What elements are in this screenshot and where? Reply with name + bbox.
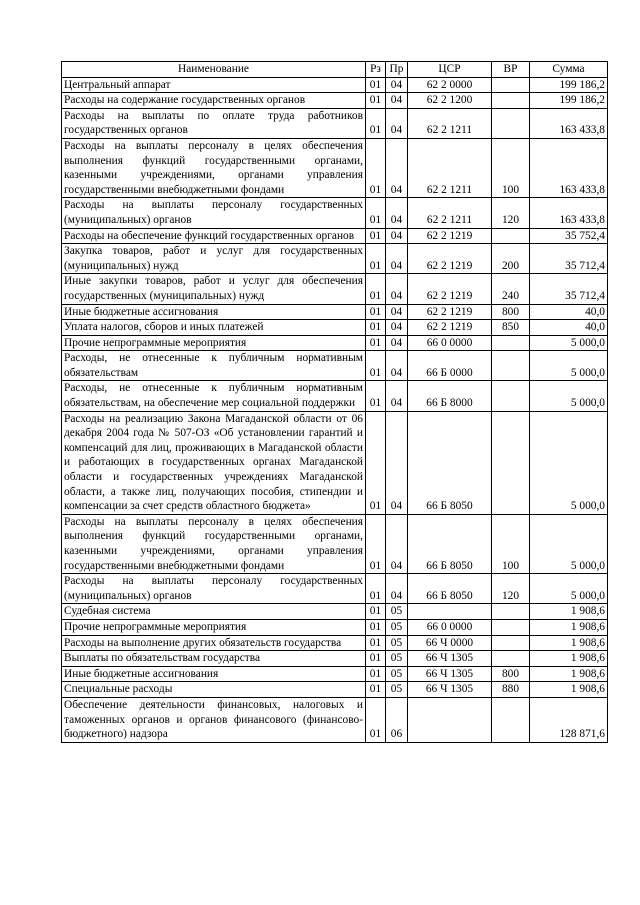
cell-rz: 01	[366, 138, 386, 197]
cell-rz: 01	[366, 77, 386, 93]
cell-sum: 35 712,4	[530, 274, 608, 304]
cell-name: Расходы, не отнесенные к публичным нормативным обязательствам, на обеспечение мер социальной поддержки	[62, 381, 366, 411]
cell-csr: 66 Ч 1305	[408, 666, 492, 682]
cell-sum: 163 433,8	[530, 198, 608, 228]
table-row	[62, 514, 608, 573]
cell-pr: 05	[386, 604, 408, 620]
cell-csr: 62 2 1211	[408, 108, 492, 138]
cell-csr: 62 2 1211	[408, 198, 492, 228]
cell-vr	[492, 335, 530, 351]
cell-vr	[492, 697, 530, 742]
cell-pr: 04	[386, 304, 408, 320]
cell-csr: 62 2 1219	[408, 228, 492, 244]
cell-rz: 01	[366, 666, 386, 682]
cell-name: Расходы на содержание государственных органов	[62, 93, 366, 109]
cell-vr: 120	[492, 574, 530, 604]
cell-name: Прочие непрограммные мероприятия	[62, 619, 366, 635]
cell-sum: 5 000,0	[530, 574, 608, 604]
cell-rz: 01	[366, 351, 386, 381]
cell-pr: 04	[386, 274, 408, 304]
cell-pr: 04	[386, 351, 408, 381]
cell-name: Иные закупки товаров, работ и услуг для обеспечения государственных (муниципальных) нужд	[62, 274, 366, 304]
cell-rz: 01	[366, 514, 386, 573]
cell-rz: 01	[366, 198, 386, 228]
cell-csr: 62 2 1200	[408, 93, 492, 109]
header-csr: ЦСР	[408, 62, 492, 78]
cell-pr: 04	[386, 198, 408, 228]
cell-pr: 04	[386, 77, 408, 93]
cell-csr	[408, 604, 492, 620]
cell-rz: 01	[366, 320, 386, 336]
cell-name: Специальные расходы	[62, 682, 366, 698]
cell-pr: 05	[386, 619, 408, 635]
cell-vr: 100	[492, 514, 530, 573]
cell-rz: 01	[366, 244, 386, 274]
cell-rz: 01	[366, 619, 386, 635]
table-row	[62, 108, 608, 138]
cell-sum: 199 186,2	[530, 93, 608, 109]
cell-name: Судебная система	[62, 604, 366, 620]
cell-csr: 66 Б 0000	[408, 351, 492, 381]
cell-sum: 35 712,4	[530, 244, 608, 274]
cell-csr: 62 2 1219	[408, 244, 492, 274]
cell-vr: 850	[492, 320, 530, 336]
cell-rz: 01	[366, 651, 386, 667]
table-row	[62, 304, 608, 320]
cell-csr: 66 Б 8050	[408, 411, 492, 514]
cell-vr	[492, 351, 530, 381]
cell-pr: 06	[386, 697, 408, 742]
cell-pr: 04	[386, 108, 408, 138]
table-row	[62, 335, 608, 351]
cell-name: Расходы на выплаты персоналу государственных (муниципальных) органов	[62, 574, 366, 604]
cell-csr: 62 2 1219	[408, 274, 492, 304]
cell-name: Иные бюджетные ассигнования	[62, 666, 366, 682]
cell-vr	[492, 651, 530, 667]
cell-sum: 1 908,6	[530, 619, 608, 635]
cell-sum: 128 871,6	[530, 697, 608, 742]
cell-rz: 01	[366, 635, 386, 651]
cell-pr: 04	[386, 93, 408, 109]
cell-csr: 66 Ч 0000	[408, 635, 492, 651]
cell-name: Обеспечение деятельности финансовых, налоговых и таможенных органов и органов финансового (финансово-бюджетного) надзора	[62, 697, 366, 742]
cell-vr	[492, 228, 530, 244]
cell-pr: 04	[386, 244, 408, 274]
cell-rz: 01	[366, 108, 386, 138]
header-sum: Сумма	[530, 62, 608, 78]
cell-sum: 35 752,4	[530, 228, 608, 244]
cell-name: Расходы на выплаты по оплате труда работников государственных органов	[62, 108, 366, 138]
table-row	[62, 604, 608, 620]
cell-vr	[492, 108, 530, 138]
cell-sum: 163 433,8	[530, 108, 608, 138]
cell-name: Расходы на реализацию Закона Магаданской области от 06 декабря 2004 года № 507-ОЗ «Об установлении гарантий и компенсаций для лиц, проживающих в Магаданской области и работающих в государственных органах Магаданской области и государственных учреждениях Магаданской области, а также лиц, получающих пособия, стипендии и компенсации за счет средств областного бюджета»	[62, 411, 366, 514]
cell-sum: 1 908,6	[530, 682, 608, 698]
cell-csr: 66 Б 8000	[408, 381, 492, 411]
cell-vr: 880	[492, 682, 530, 698]
cell-sum: 5 000,0	[530, 514, 608, 573]
cell-name: Расходы на выплаты персоналу в целях обеспечения выполнения функций государственными органами, казенными учреждениями, органами управления государственными внебюджетными фондами	[62, 514, 366, 573]
table-row	[62, 666, 608, 682]
cell-rz: 01	[366, 93, 386, 109]
cell-vr	[492, 77, 530, 93]
table-row	[62, 619, 608, 635]
table-row	[62, 93, 608, 109]
cell-pr: 04	[386, 514, 408, 573]
cell-vr: 800	[492, 666, 530, 682]
table-row	[62, 138, 608, 197]
cell-csr: 66 Ч 1305	[408, 651, 492, 667]
cell-rz: 01	[366, 274, 386, 304]
table-row	[62, 682, 608, 698]
table-header-row	[62, 62, 608, 78]
table-row	[62, 274, 608, 304]
cell-pr: 04	[386, 228, 408, 244]
cell-name: Расходы на выплаты персоналу государственных (муниципальных) органов	[62, 198, 366, 228]
cell-csr: 62 2 1219	[408, 320, 492, 336]
cell-name: Уплата налогов, сборов и иных платежей	[62, 320, 366, 336]
cell-csr: 66 Ч 1305	[408, 682, 492, 698]
table-row	[62, 697, 608, 742]
cell-pr: 04	[386, 320, 408, 336]
cell-vr	[492, 604, 530, 620]
cell-pr: 04	[386, 138, 408, 197]
cell-rz: 01	[366, 304, 386, 320]
cell-vr: 800	[492, 304, 530, 320]
table-row	[62, 651, 608, 667]
cell-sum: 5 000,0	[530, 351, 608, 381]
cell-pr: 04	[386, 381, 408, 411]
cell-rz: 01	[366, 411, 386, 514]
table-body	[62, 77, 608, 742]
cell-name: Выплаты по обязательствам государства	[62, 651, 366, 667]
table-row	[62, 574, 608, 604]
table-row	[62, 77, 608, 93]
cell-name: Закупка товаров, работ и услуг для государственных (муниципальных) нужд	[62, 244, 366, 274]
cell-vr	[492, 619, 530, 635]
header-rz: Рз	[366, 62, 386, 78]
table-row	[62, 635, 608, 651]
cell-csr: 66 0 0000	[408, 335, 492, 351]
cell-sum: 40,0	[530, 320, 608, 336]
header-name: Наименование	[62, 62, 366, 78]
cell-name: Прочие непрограммные мероприятия	[62, 335, 366, 351]
cell-vr	[492, 411, 530, 514]
cell-vr: 100	[492, 138, 530, 197]
table-row	[62, 320, 608, 336]
cell-rz: 01	[366, 604, 386, 620]
cell-sum: 199 186,2	[530, 77, 608, 93]
cell-rz: 01	[366, 228, 386, 244]
cell-rz: 01	[366, 697, 386, 742]
cell-csr: 66 0 0000	[408, 619, 492, 635]
cell-pr: 04	[386, 411, 408, 514]
table-row	[62, 381, 608, 411]
cell-sum: 5 000,0	[530, 381, 608, 411]
cell-rz: 01	[366, 335, 386, 351]
cell-pr: 05	[386, 635, 408, 651]
cell-vr: 120	[492, 198, 530, 228]
cell-name: Расходы на обеспечение функций государственных органов	[62, 228, 366, 244]
cell-vr: 200	[492, 244, 530, 274]
header-pr: Пр	[386, 62, 408, 78]
cell-vr	[492, 635, 530, 651]
cell-csr	[408, 697, 492, 742]
budget-table	[61, 61, 608, 743]
cell-name: Центральный аппарат	[62, 77, 366, 93]
cell-csr: 62 2 1219	[408, 304, 492, 320]
cell-csr: 66 Б 8050	[408, 574, 492, 604]
cell-csr: 62 2 0000	[408, 77, 492, 93]
cell-pr: 04	[386, 335, 408, 351]
header-vr: ВР	[492, 62, 530, 78]
cell-pr: 04	[386, 574, 408, 604]
cell-sum: 1 908,6	[530, 604, 608, 620]
cell-sum: 5 000,0	[530, 411, 608, 514]
cell-name: Иные бюджетные ассигнования	[62, 304, 366, 320]
cell-sum: 1 908,6	[530, 666, 608, 682]
cell-csr: 66 Б 8050	[408, 514, 492, 573]
cell-sum: 40,0	[530, 304, 608, 320]
cell-sum: 5 000,0	[530, 335, 608, 351]
cell-pr: 05	[386, 651, 408, 667]
table-row	[62, 228, 608, 244]
cell-vr	[492, 93, 530, 109]
cell-sum: 1 908,6	[530, 651, 608, 667]
cell-csr: 62 2 1211	[408, 138, 492, 197]
cell-sum: 163 433,8	[530, 138, 608, 197]
cell-vr	[492, 381, 530, 411]
table-row	[62, 351, 608, 381]
cell-name: Расходы на выполнение других обязательств государства	[62, 635, 366, 651]
cell-pr: 05	[386, 666, 408, 682]
cell-sum: 1 908,6	[530, 635, 608, 651]
cell-vr: 240	[492, 274, 530, 304]
table-row	[62, 411, 608, 514]
cell-rz: 01	[366, 682, 386, 698]
table-row	[62, 198, 608, 228]
table-row	[62, 244, 608, 274]
cell-pr: 05	[386, 682, 408, 698]
cell-name: Расходы, не отнесенные к публичным нормативным обязательствам	[62, 351, 366, 381]
cell-rz: 01	[366, 381, 386, 411]
cell-name: Расходы на выплаты персоналу в целях обеспечения выполнения функций государственными органами, казенными учреждениями, органами управления государственными внебюджетными фондами	[62, 138, 366, 197]
cell-rz: 01	[366, 574, 386, 604]
